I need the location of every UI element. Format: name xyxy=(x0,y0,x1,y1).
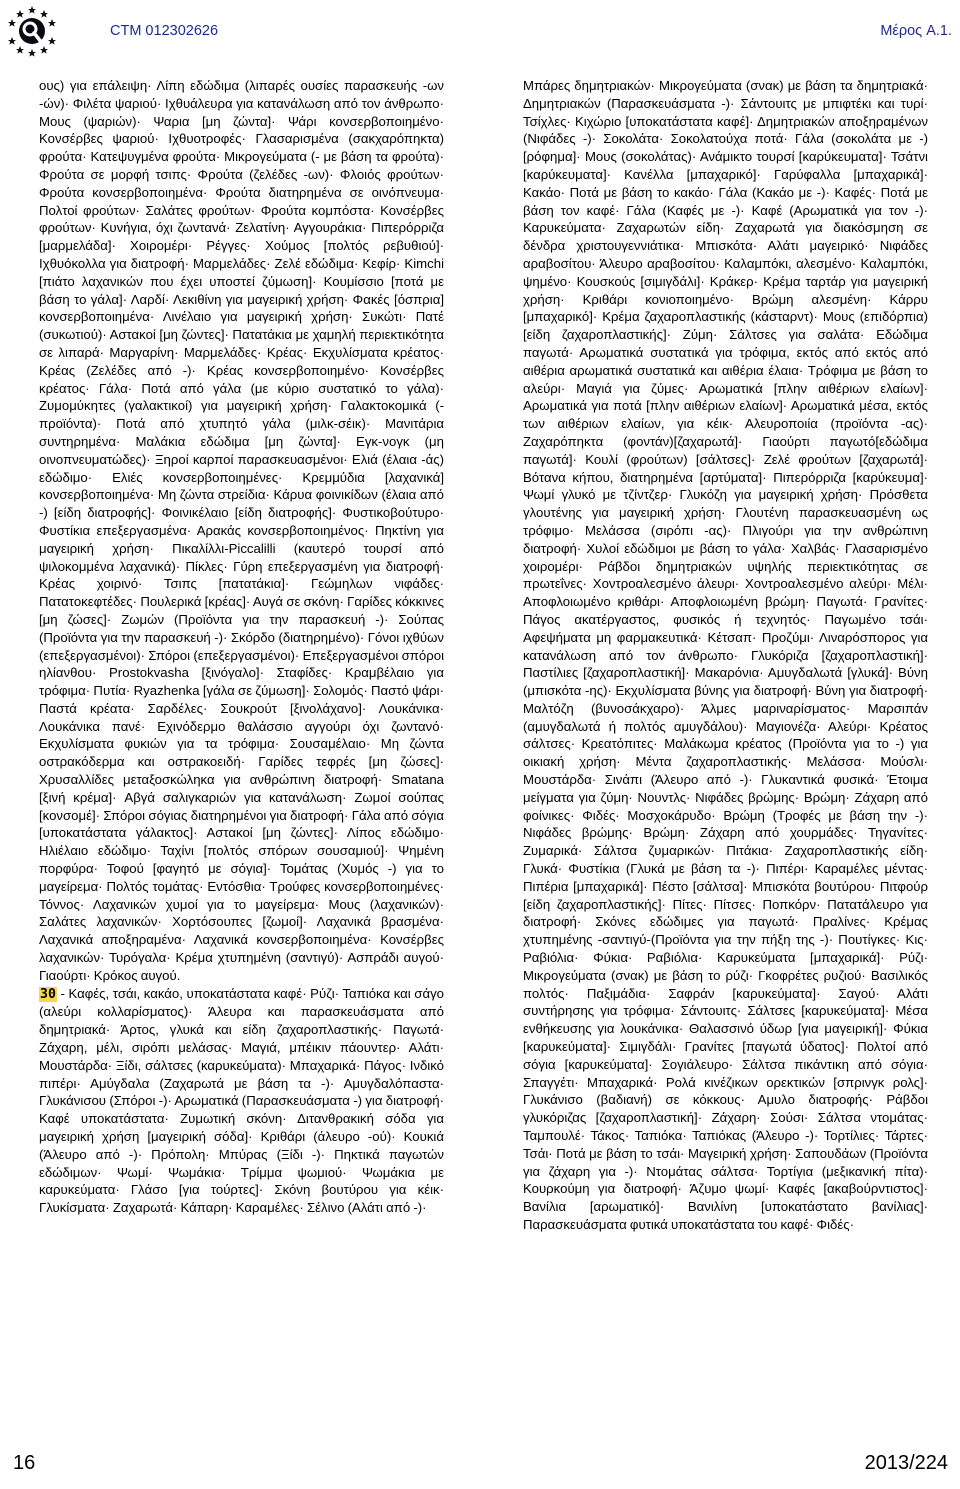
page-number: 16 xyxy=(13,1452,36,1474)
class-30-entry xyxy=(39,985,444,1217)
right-column xyxy=(523,77,928,1234)
class-number-badge: 30 xyxy=(40,986,56,1002)
ohim-logo xyxy=(6,5,58,57)
class-29-continuation: ους) για επάλειψη· Λίπη εδώδιμα (λιπαρές ουσίες παρασκευής -ων -ών)· Φιλέτα ψαριού· Ιχθυάλευρα για κατανάλωση από τον άνθρωπο· Μους (ψαριών)· Ψαρια [μη ζώντα]· Ψάρι κονσερβοποιημένο· Κονσέρβες ψαριού· Ιχθυοτροφές· Γλασαρισμένα (σακχαρόπηκτα) φρούτα· Κατεψυγμένα φρούτα· Μικρογεύματα (- με βάση τα φρούτα)· Φρούτα σε μορφή τσιπς· Φρούτα (ζελέδες -ων)· Φλοιός φρούτων· Φρούτα κονσερβοποιημένα· Φρούτα διατηρημένα σε οινόπνευμα· Πολτοί φρούτων· Σαλάτες φρούτων· Φρούτα κομπόστα· Κονσέρβες φρούτων· Κυνήγια, όχι ζωντανά· Ζελατίνη· Αγγουράκια· Πιπερόρριζα [μαρμελάδα]· Χοιρομέρι· Ρέγγες· Χούμος [πολτός ρεβυθιού]· Ιχθυόκολλα για διατροφή· Μαρμελάδες· Ζελέ εδώδιμα· Κεφίρ· Kimchi [πιάτο λαχανικών που έχει υποστεί ζύμωση]· Κουμίσσιο [ποτά με βάση το γάλα]· Λαρδί· Λεκιθίνη για μαγειρική χρήση· Φακές [όσπρια] κονσερβοποιημένα· Λινέλαιο για μαγειρική χρήση· Συκώτι· Πατέ (συκωτιού)· Αστακοί [μη ζώντες]· Πατατάκια με χαμηλή περιεκτικότητα σε λιπαρά· Μαργαρίνη· Μαρμελάδες· Κρέας· Εκχυλίσματα κρέατος· Κρέας (Ζελέδες από -)· Κρέας κονσερβοποιημένο· Κονσέρβες κρέατος· Γάλα· Ποτά από γάλα (με κύριο συστατικό το γάλα)· Ζυμομύκητες (γαλακτικοί) για μαγειρική χρήση· Γαλακτοκομικά (- προϊόντα)· Ποτά από χτυπητό γάλα (μιλκ-σέικ)· Μανιτάρια συντηρημένα· Μαλάκια εδώδιμα [μη ζώντα]· Εγκ-νογκ (μη οινοπνευματώδες)· Ξηροί καρποί παρασκευασμένοι· Ελιά (έλαια -άς) εδώδιμο· Ελιές κονσερβοποιημένες· Κρεμμύδια [λαχανικά] κονσερβοποιημένα· Μη ζώντα στρείδια· Κάρυα φοινικίδων (έλαια από -) [είδη διατροφής]· Φοινικέλαιο [είδη διατροφής]· Φυστικοβούτυρο· Φυστίκια επεξεργασμένα· Αρακάς κονσερβοποιημένος· Πηκτίνη για μαγειρική χρήση· Πικαλίλλι-Piccalilli (καυτερό τουρσί από ψιλοκομμένα λαχανικά)· Πίκλες· Γύρη επεξεργασμένη για διατροφή· Κρέας χοιρινό· Τσιπς [πατατάκια]· Γεώμηλων νιφάδες· Πατατοκεφτέδες· Πουλερικά [κρέας]· Αυγά σε σκόνη· Γαρίδες κόκκινες [μη ζώσες]· Ζωμών (Προϊόντα για την παρασκευή -)· Σούπας (Προϊόντα για την παρασκευή -)· Σκόρδο (διατηρημένο)· Γόνοι ιχθύων (επεξεργασμένοι)· Σπόροι (επεξεργασμένοι)· Επεξεργασμένοι σπόροι ηλίανθου· Prostokvasha [ξινόγαλο]· Σταφίδες· Κραμβέλαιο για τρόφιμα· Πυτία· Ryazhenka [γάλα σε ζύμωση]· Σολομός· Παστό ψάρι· Παστά κρέατα· Σαρδέλες· Σουκρούτ [ξινολάχανο]· Λουκάνικα· Λουκάνικα πανέ· Εχινόδερμο θαλάσσιο αγγούρι όχι ζωντανό· Εκχυλίσματα φυκιών για τα τρόφιμα· Σουσαμέλαιο· Μη ζώντα οστρακόδερμα και οστρακοειδή· Γαρίδες τεφρές [μη ζώσες]· Χρυσαλλίδες μεταξοσκώληκα για ανθρώπινη διατροφή· Smatana [ξινή κρέμα]· Αβγά σαλιγκαριών για κατανάλωση· Ζωμοί σούπας [κονσομέ]· Σπόροι σόγιας διατηρημένοι για διατροφή· Γάλα από σόγια [υποκατάστατα γάλακτος]· Αστακοί [μη ζώντες]· Λίπος εδώδιμο· Ηλιέλαιο εδώδιμο· Ταχίνι [πολτός σπόρων σουσαμιού]· Ψημένη πορφύρα· Τοφού [φαγητό με σόγια]· Τομάτας (Χυμός -) για το μαγείρεμα· Πολτός τομάτας· Εντόσθια· Τρούφες κονσερβοποιημένες· Τόννος· Λαχανικών χυμοί για το μαγείρεμα· Μους (λαχανικών)· Σαλάτες λαχανικών· Χορτόσουπες [ζωμοί]· Λαχανικά βρασμένα· Λαχανικά αποξηραμένα· Λαχανικά κονσερβοποιημένα· Κονσέρβες λαχανικών· Τυρόγαλα· Κρέμα χτυπημένη (σαντιγύ)· Ασπράδι αυγού· Γιαούρτι· Κρόκος αυγού. xyxy=(39,78,444,983)
bulletin-number: 2013/224 xyxy=(864,1452,948,1474)
document-code: CTM 012302626 xyxy=(110,23,219,39)
class-30-text: - Καφές, τσάι, κακάο, υποκατάστατα καφέ· Ρύζι· Ταπιόκα και σάγο (αλεύρι κολλαρίσματος)· Άλευρα και παρασκευάσματα από δημητριακά· Άρτος, γλυκά και είδη ζαχαροπλαστικής· Παγωτά· Ζάχαρη, μέλι, σιρόπι μελάσας· Μαγιά, μπέικιν πάουντερ· Αλάτι· Μουστάρδα· Ξίδι, σάλτσες (καρυκεύματα)· Μπαχαρικά· Πάγος· Ινδικό πιπέρι· Αμύγδαλα (Ζαχαρωτά με βάση τα -)· Αμυγδαλόπαστα· Γλυκάνισου (Σπόροι -)· Αρωματικά (Παρασκευάσματα -) για διατροφή· Καφέ υποκατάστατα· Ζυμωτική σκόνη· Διτανθρακική σόδα για μαγειρική χρήση [μαγειρική σόδα]· Κριθάρι (άλευρο -ού)· Κουκιά (Άλευρο από -)· Πρόπολη· Μπύρας (Ξίδι -)· Πηκτικά παγωτών εδώδιμων· Ψωμί· Ψωμάκια· Τρίμμα ψωμιού· Ψωμάκια με καρυκεύματα· Γλάσο [για τούρτες]· Σκόνη βουτύρου για κέικ· Γλυκίσματα· Ζαχαρωτά· Κάπαρη· Καραμέλες· Σέλινο (Αλάτι από -)· xyxy=(39,985,444,1216)
class-30-continuation: Μπάρες δημητριακών· Μικρογεύματα (σνακ) με βάση τα δημητριακά· Δημητριακών (Παρασκευάσματα -)· Σάντουιτς με μπιφτέκι και τυρί· Τσίχλες· Κιχώριο [υποκατάστατα καφέ]· Δημητριακών αποξηραμένων (Νιφάδες -)· Σοκολάτα· Σοκολατούχα ποτά· Γάλα (σοκολάτα με -) [ρόφημα]· Μους (σοκολάτας)· Ανάμικτο τουρσί [καρύκευματα]· Τσάτνι [καρύκευματα]· Κανέλλα [μπαχαρικό]· Γαρύφαλλα [μπαχαρικά]· Κακάο· Ποτά με βάση το κακάο· Γάλα (Κακάο με -)· Καφές· Ποτά με βάση τον καφέ· Γάλα (Καφές με -)· Καφέ (Αρωματικά για τον -)· Καρυκεύματα· Ζαχαρωτών είδη· Ζαχαρωτά για διακόσμηση σε δένδρα χριστουγεννιάτικα· Μπισκότα· Αλάτι μαγειρικό· Νιφάδες αραβοσίτου· Άλευρο αραβοσίτου· Καλαμπόκι, αλεσμένο· Καλαμπόκι, ψημένο· Κουσκούς [σιμιγδάλι]· Κράκερ· Κρέμα ταρτάρ για μαγειρική χρήση· Κριθάρι κονιοποιημένο· Βρώμη αλεσμένη· Κάρρυ [μπαχαρικό]· Κρέμα ζαχαροπλαστικής (κάσταρντ)· Μους (επιδόρπια) [είδη ζαχαροπλαστικής]· Ζύμη· Σάλτσες για σαλάτα· Εδώδιμα παγωτά· Αρωματικά συστατικά για τρόφιμα, εκτός από εκτός από αιθέρια αρωματικά συστατικά και αιθέρια έλαια· Τρόφιμα με βάση το αλεύρι· Μαγιά για ζύμες· Αρωματικά [πλην αιθέριων ελαίων]· Αρωματικά για ποτά [πλην αιθέριων ελαίων]· Αρωματικά μέσα, εκτός των αιθέριων ελαίων, για κέικ· Αλευροποιία (προϊόντα -ας)· Ζαχαρόπηκτα (φοντάν)[ζαχαρωτά]· Γιαούρτι παγωτό[εδώδιμα παγωτά]· Κουλί (φρούτων) [σάλτσες]· Ζελέ φρούτων [ζαχαρωτά]· Βότανα κήπου, διατηρημένα [αρτύματα]· Πιπερόρριζα [καρύκευμα]· Ψωμί γλυκό με τζίντζερ· Γλυκόζη για μαγειρική χρήση· Πρόσθετα γλουτένης για μαγειρική χρήση· Γλουτένη παρασκευασμένη ως τρόφιμο· Μελάσσα (σιρόπι -ας)· Πλιγούρι για την ανθρώπινη διατροφή· Χυλοί εδώδιμοι με βάση το γάλα· Χαλβάς· Γλασαρισμένο χοιρομέρι· Ράβδοι δημητριακών υψηλής περιεκτικότητας σε πρωτεΐνες· Χοντροαλεσμένο άλευρι· Χοντροαλεσμένο αλεύρι· Μέλι· Αποφλοιωμένο κριθάρι· Αποφλοιωμένη βρώμη· Παγωτά· Γρανίτες· Πάγος ακατέργαστος, φυσικός ή τεχνητός· Παγωμένο τσάι· Αφεψήματα μη φαρμακευτικά· Κέτσαπ· Προζύμι· Λιναρόσπορος για κατανάλωση από τον άνθρωπο· Γλυκόριζα [ζαχαροπλαστική]· Παστίλιες [ζαχαροπλαστική]· Μακαρόνια· Αμυγδαλωτά [γλυκά]· Βύνη (μπισκότα -ης)· Εκχυλίσματα βύνης για διατροφή· Βύνη για διατροφή· Μαλτόζη (βυνοσάκχαρο)· Άλμες μαριναρίσματος· Μαρσιπάν (αμυγδαλωτά ή πολτός αμυγδάλου)· Μαγιονέζα· Αλεύρι· Κρέατος σάλτσες· Κρεατόπιτες· Μαλάκωμα κρέατος (Προϊόντα για το -) για οικιακή χρήση· Μέντα ζαχαροπλαστικής· Μελάσσα· Μούσλι· Μουστάρδα· Σινάπι (Άλευρο από -)· Γλυκαντικά φυσικά· Έτοιμα μείγματα για ζύμη· Νουντλς· Νιφάδες βρώμης· Βρώμη· Ζάχαρη από φοίνικες· Φιδές· Μοσχοκάρυδο· Βρώμη (Τροφές με βάση την -)· Νιφάδες βρώμης· Βρώμη· Ζάχαρη από χουρμάδες· Τηγανίτες· Ζυμαρικά· Σάλτσα ζυμαρικών· Πιτάκια· Ζαχαροπλαστικής είδη· Γλυκά· Φυστίκια (Γλυκά με βάση τα -)· Πιπέρι· Καραμέλες μέντας· Πιπέρια [μπαχαρικά]· Πέστο [σάλτσα]· Μπισκότα βουτύρου· Πιτφούρ [είδη ζαχαροπλαστικής]· Πίτες· Πίτσες· Ποπκόρν· Πατατάλευρο για διατροφή· Σκόνες εδώδιμες για παγωτά· Πραλίνες· Κρέμας χτυπημένης -σαντιγύ-(Προϊόντα για την πήξη της -)· Πουτίγκες· Κις· Ραβιόλια· Φύκια· Ραβιόλια· Καρυκεύματα [μπαχαρικά]· Ρύζι· Μικρογεύματα (σνακ) με βάση το ρύζι· Γκοφρέτες ρυζιού· Βασιλικός πολτός· Παξιμάδια· Σαφράν [καρυκεύματα]· Σαγού· Αλάτι συντήρησης για τρόφιμα· Σάντουιτς· Σάλτσες [καρυκεύματα]· Μέσα ενθήκευσης για λουκάνικα· Θαλασσινό ύδωρ [για μαγειρική]· Φύκια [καρυκεύματα]· Σιμιγδάλι· Γρανίτες [παγωτά ύδατος]· Πολτοί από σόγια [καρυκεύματα]· Σογιάλευρο· Σάλτσα πικάντικη από σόγια· Σπαγγέτι· Μπαχαρικά· Ρολά κινέζικων ορεκτικών [σπρινγκ ρολς]· Γλυκάνισο (βαδιανή) σε κόκκους· Αμυλο διατροφής· Ράβδοι γλυκόριζας [ζαχαροπλαστική]· Ζάχαρη· Σούσι· Σάλτσα ντομάτας· Ταμπουλέ· Τάκος· Ταπιόκα· Ταπιόκας (Άλευρο -)· Τορτίλιες· Τάρτες· Τσάι· Ποτά με βάση το τσάι· Μαγειρική χρήση· Σαπουδάων (Προϊόντα για ζάχαρη για -)· Ντομάτας σάλτσα· Τορτίγια (μεξικανική πίτα)· Κουρκούμη για διατροφή· Άζυμο ψωμί· Καφές [ακαβούρντιστος]· Βανίλια [αρωματικό]· Βανιλίνη [υποκατάστατο βανίλιας]· Παρασκευάσματα φυτικά υποκατάστατα του καφέ· Φιδές· xyxy=(523,78,928,1232)
page-header xyxy=(110,23,952,45)
part-label: Μέρος A.1. xyxy=(880,23,952,39)
left-column xyxy=(39,77,444,1217)
